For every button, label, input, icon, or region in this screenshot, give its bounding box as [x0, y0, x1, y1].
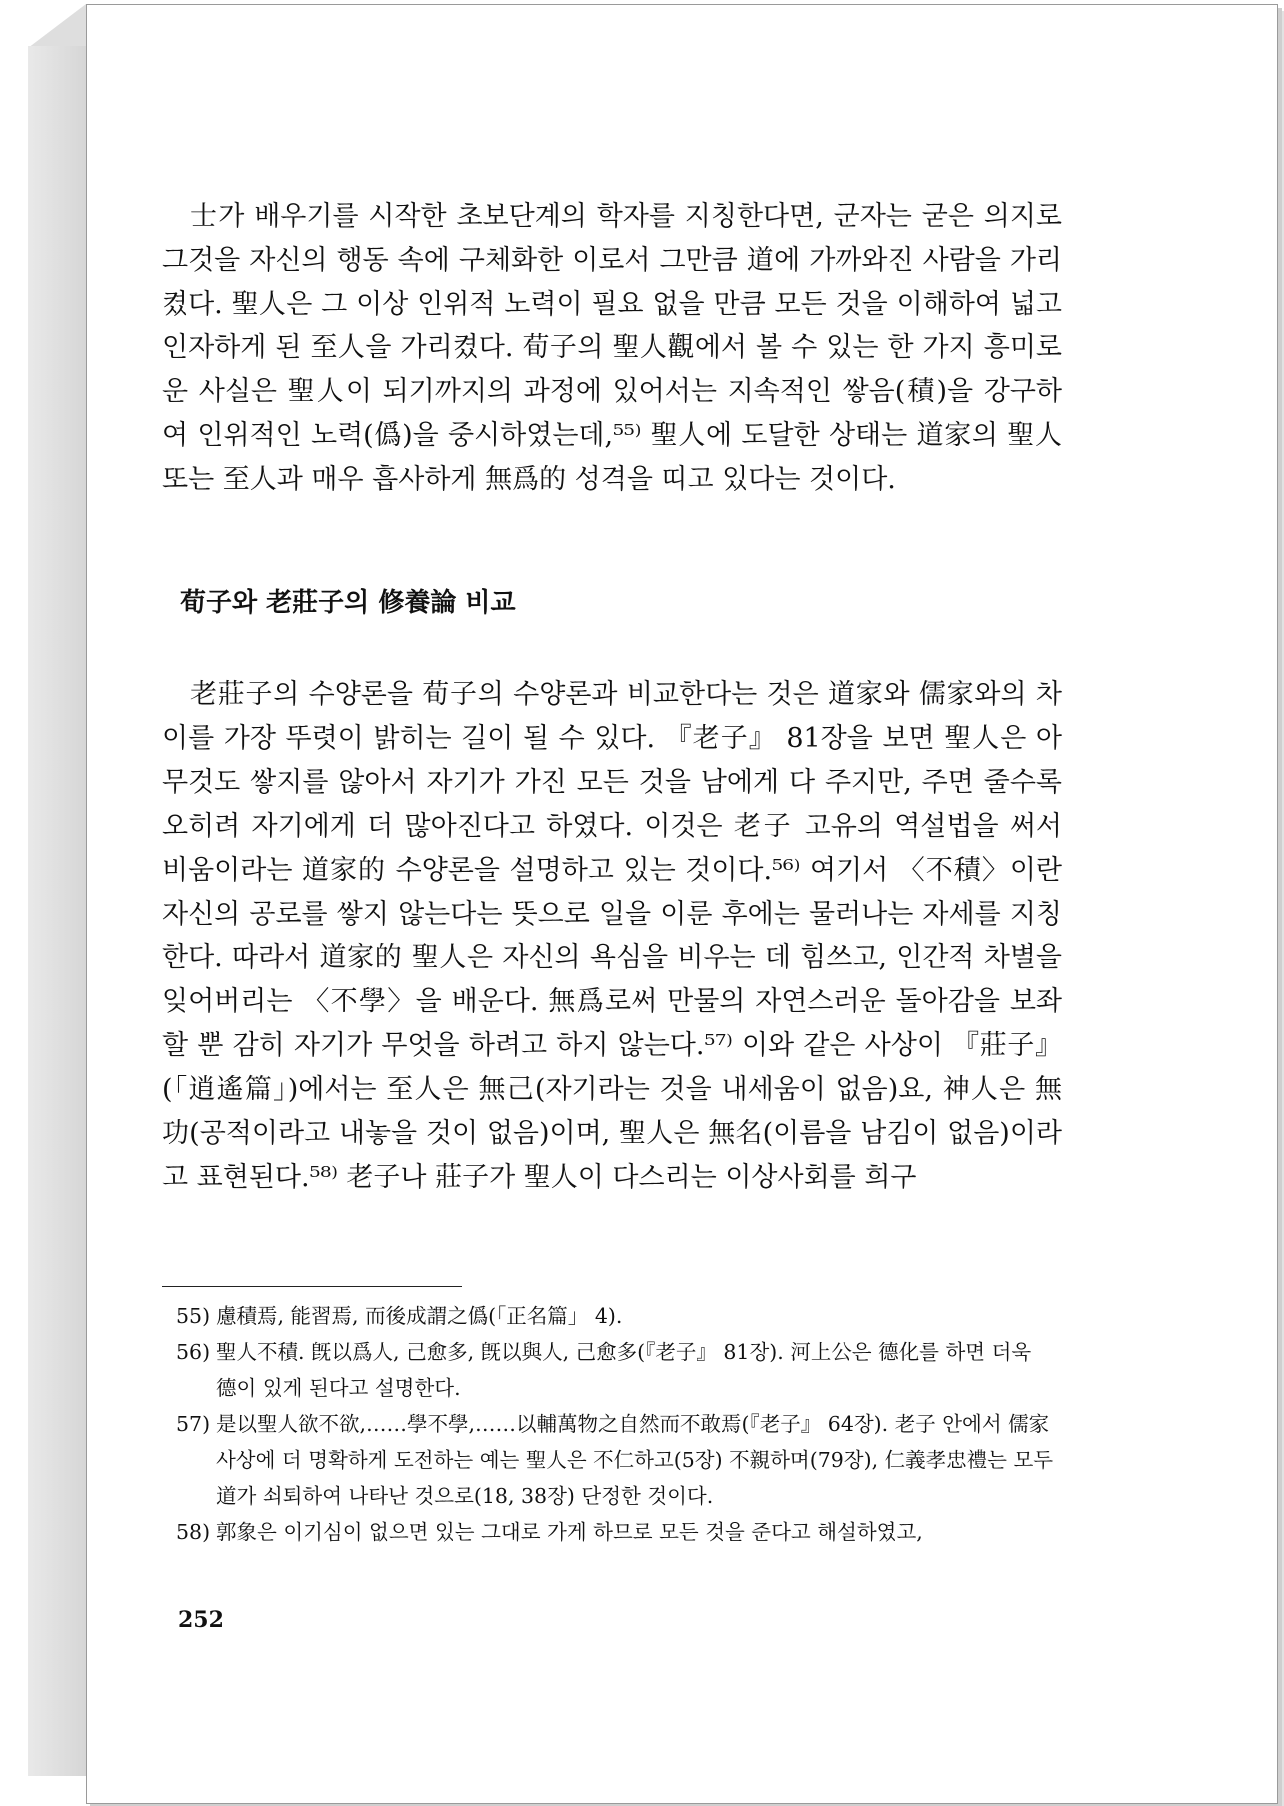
footnote-divider: [162, 1286, 462, 1287]
footnote-text: 郭象은 이기심이 없으면 있는 그대로 가게 하므로 모든 것을 준다고 해설하였고,: [216, 1520, 923, 1544]
footnote-57: [176, 1406, 1056, 1514]
body-text-lower: [162, 673, 1062, 1200]
footnote-text: 慮積焉, 能習焉, 而後成謂之僞(「正名篇」 4).: [216, 1304, 623, 1328]
footnote-number: 57): [176, 1412, 211, 1436]
footnote-55: [176, 1298, 1056, 1334]
page-number: 252: [178, 1607, 224, 1633]
section-heading: 荀子와 老莊子의 修養論 비교: [180, 588, 516, 618]
footnote-text: 是以聖人欲不欲,……學不學,……以輔萬物之自然而不敢焉(『老子』 64장). 老子 안에서 儒家사상에 더 명확하게 도전하는 예는 聖人은 不仁하고(5장) 不親하며(79장), 仁義孝忠禮는 모두 道가 쇠퇴하여 나타난 것으로(18, 38장) 단정한 것이다.: [216, 1412, 1054, 1508]
footnote-number: 55): [176, 1304, 211, 1328]
footnote-56: [176, 1334, 1056, 1406]
paragraph-2: 老莊子의 수양론을 荀子의 수양론과 비교한다는 것은 道家와 儒家와의 차이를 가장 뚜렷이 밝히는 길이 될 수 있다. 『老子』 81장을 보면 聖人은 아무것도 쌓지를 않아서 자기가 가진 모든 것을 남에게 다 주지만, 주면 줄수록 오히려 자기에게 더 많아진다고 하였다. 이것은 老子 고유의 역설법을 써서 비움이라는 道家的 수양론을 설명하고 있는 것이다.⁵⁶⁾ 여기서 〈不積〉이란 자신의 공로를 쌓지 않는다는 뜻으로 일을 이룬 후에는 물러나는 자세를 지칭한다. 따라서 道家的 聖人은 자신의 욕심을 비우는 데 힘쓰고, 인간적 차별을 잊어버리는 〈不學〉을 배운다. 無爲로써 만물의 자연스러운 돌아감을 보좌할 뿐 감히 자기가 무엇을 하려고 하지 않는다.⁵⁷⁾ 이와 같은 사상이 『莊子』(「逍遙篇」)에서는 至人은 無己(자기라는 것을 내세움이 없음)요, 神人은 無功(공적이라고 내놓을 것이 없음)이며, 聖人은 無名(이름을 남김이 없음)이라고 표현된다.⁵⁸⁾ 老子나 莊子가 聖人이 다스리는 이상사회를 희구: [162, 679, 1062, 1193]
body-text-upper: [162, 195, 1062, 502]
book-spine: [28, 46, 87, 1776]
footnote-number: 58): [176, 1520, 211, 1544]
footnote-number: 56): [176, 1340, 211, 1364]
paragraph-1: 士가 배우기를 시작한 초보단계의 학자를 지칭한다면, 군자는 굳은 의지로 그것을 자신의 행동 속에 구체화한 이로서 그만큼 道에 가까와진 사람을 가리켰다. 聖人은 그 이상 인위적 노력이 필요 없을 만큼 모든 것을 이해하여 넓고 인자하게 된 至人을 가리켰다. 荀子의 聖人觀에서 볼 수 있는 한 가지 흥미로운 사실은 聖人이 되기까지의 과정에 있어서는 지속적인 쌓음(積)을 강구하여 인위적인 노력(僞)을 중시하였는데,⁵⁵⁾ 聖人에 도달한 상태는 道家의 聖人 또는 至人과 매우 흡사하게 無爲的 성격을 띠고 있다는 것이다.: [162, 201, 1062, 495]
footnote-text: 聖人不積. 旣以爲人, 己愈多, 旣以與人, 己愈多(『老子』 81장). 河上公은 德化를 하면 더욱 德이 있게 된다고 설명한다.: [216, 1340, 1032, 1400]
book-spine-top: [28, 4, 86, 48]
footnotes: [176, 1298, 1056, 1550]
footnote-58: [176, 1514, 1056, 1550]
